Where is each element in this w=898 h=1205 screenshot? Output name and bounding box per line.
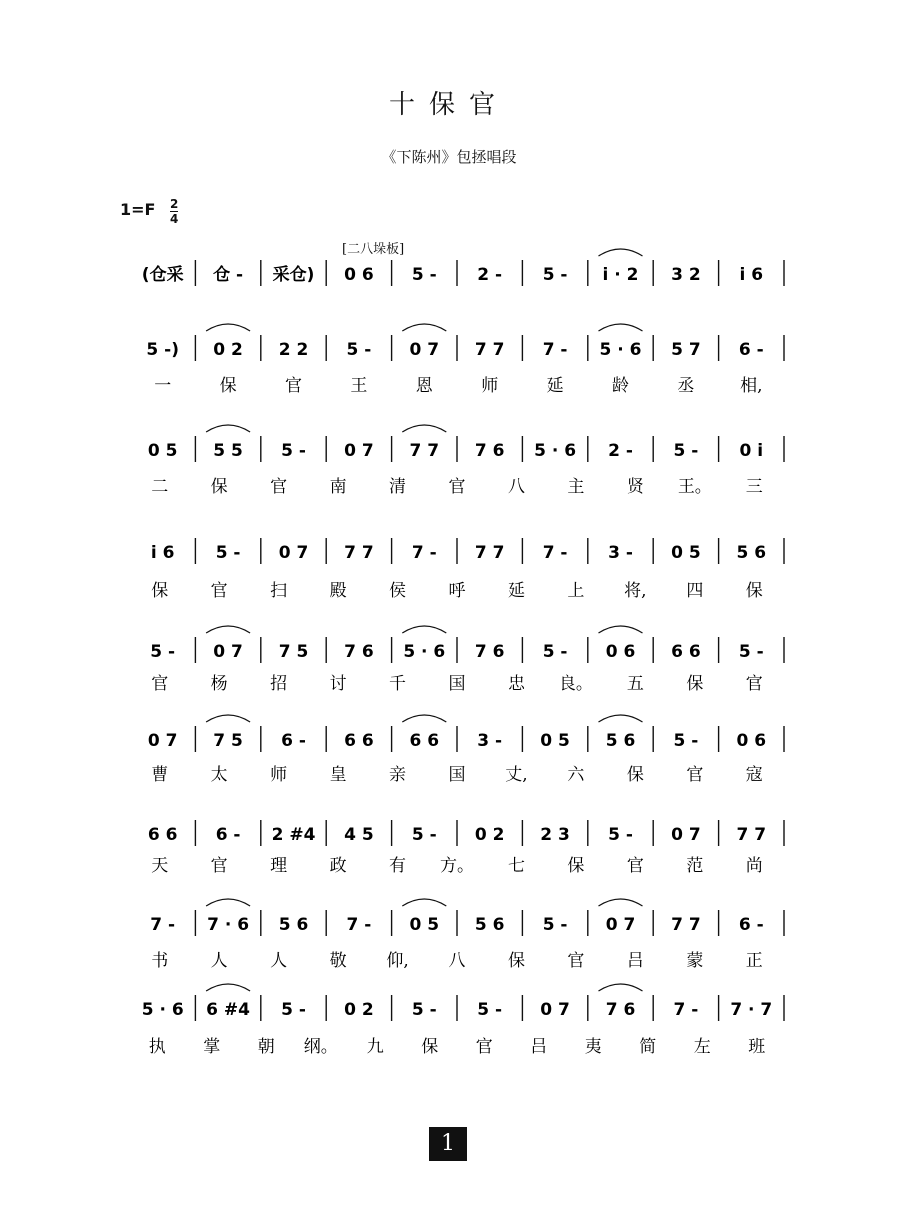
measure-notes: 5 - (150, 642, 176, 662)
lyric-syllable: 丞 (677, 376, 695, 396)
lyric-syllable: 夷 (584, 1037, 602, 1057)
lyric-syllable: 七 (507, 856, 525, 876)
measure-notes: 6 - (281, 731, 306, 751)
lyric-syllable: 官 (475, 1037, 493, 1057)
notation-system (142, 984, 784, 1057)
measure-notes: 6 - (215, 825, 241, 845)
lyric-syllable: 官 (210, 856, 228, 876)
notation-system (146, 324, 784, 396)
lyric-syllable: 简 (639, 1037, 657, 1057)
lyric-syllable: 左 (693, 1037, 711, 1057)
measure-notes: 6 6 (147, 825, 178, 845)
slur-mark (206, 899, 250, 906)
measure-notes: 0 5 (671, 543, 701, 563)
measure-notes: 0 7 (409, 340, 440, 360)
measure-notes: 2 2 (278, 340, 309, 360)
lyric-syllable: 将, (624, 581, 647, 601)
lyric-syllable: 保 (210, 477, 228, 497)
measure-notes: 3 2 (671, 265, 701, 285)
measure-notes: 0 6 (605, 642, 636, 662)
measure-notes: 7 - (673, 1000, 699, 1020)
lyric-syllable: 殿 (329, 581, 347, 601)
lyric-syllable: 曹 (151, 765, 169, 785)
measure-notes: 5 6 (605, 731, 636, 751)
measure-notes: 7 5 (213, 731, 243, 751)
measure-notes: 2 3 (540, 825, 570, 845)
slur-mark (402, 425, 446, 432)
measure-notes: 仓 - (213, 265, 244, 285)
lyric-syllable: 班 (748, 1037, 766, 1057)
measure-notes: 6 - (738, 915, 764, 935)
notation-system (150, 626, 784, 694)
measure-notes: 0 6 (736, 731, 767, 751)
lyric-syllable: 官 (210, 581, 228, 601)
measure-notes: 5 - (281, 1000, 306, 1020)
slur-mark (599, 899, 643, 906)
lyric-syllable: 理 (270, 856, 288, 876)
lyric-syllable: 范 (686, 856, 704, 876)
measure-notes: 0 5 (147, 441, 178, 461)
lyric-syllable: 相, (740, 376, 763, 396)
lyric-syllable: 天 (151, 856, 169, 876)
slur-mark (599, 626, 643, 633)
lyric-syllable: 政 (329, 856, 347, 876)
key-signature: 1=F (120, 200, 156, 219)
measure-notes: 5 - (542, 915, 568, 935)
lyric-syllable: 忠 (507, 674, 525, 694)
measure-notes: 5 7 (671, 340, 701, 360)
slur-mark (206, 715, 250, 722)
lyric-syllable: 保 (507, 951, 525, 971)
lyric-syllable: 书 (151, 951, 169, 971)
lyric-syllable: 王。 (677, 477, 712, 497)
lyric-syllable: 延 (507, 581, 525, 601)
lyric-syllable: 太 (210, 765, 228, 785)
lyric-syllable: 寇 (745, 765, 763, 785)
measure-notes: 3 - (477, 731, 503, 751)
measure-notes: 7 6 (474, 642, 505, 662)
measure-notes: 5 · 6 (141, 1000, 184, 1020)
lyric-syllable: 侯 (389, 581, 407, 601)
measure-notes: 5 - (673, 441, 699, 461)
notation-system (142, 249, 784, 286)
measure-notes: 0 5 (409, 915, 440, 935)
lyric-syllable: 官 (151, 674, 169, 694)
lyric-syllable: 呼 (448, 581, 466, 601)
lyric-syllable: 贤 (626, 477, 644, 497)
measure-notes: 0 2 (344, 1000, 374, 1020)
lyric-syllable: 朝 (257, 1037, 275, 1057)
slur-mark (402, 899, 446, 906)
measure-notes: 5 6 (278, 915, 309, 935)
lyric-syllable: 掌 (203, 1037, 221, 1057)
measure-notes: 0 7 (671, 825, 701, 845)
measure-notes: 0 7 (278, 543, 309, 563)
measure-notes: 0 7 (213, 642, 243, 662)
measure-notes: 7 7 (474, 340, 505, 360)
measure-notes: 6 6 (671, 642, 701, 662)
page-number: 1 (429, 1127, 467, 1161)
lyric-syllable: 保 (745, 581, 763, 601)
lyric-syllable: 九 (366, 1037, 384, 1057)
measure-notes: 6 - (738, 340, 764, 360)
lyric-syllable: 方。 (440, 856, 474, 876)
measure-notes: 0 6 (344, 265, 374, 285)
notation-system (150, 899, 784, 971)
slur-mark (599, 249, 643, 256)
time-signature-lower: 4 (170, 212, 179, 226)
lyric-syllable: 官 (626, 856, 644, 876)
measure-notes: 0 i (739, 441, 764, 461)
measure-notes: 5 5 (213, 441, 243, 461)
measure-notes: 2 - (608, 441, 633, 461)
lyric-syllable: 保 (626, 765, 644, 785)
page-title: 十保官 (388, 90, 509, 120)
lyric-syllable: 杨 (210, 674, 228, 694)
notation-system (151, 538, 784, 601)
measure-notes: 7 5 (278, 642, 309, 662)
tempo-marking: [二八垛板] (342, 242, 405, 257)
lyric-syllable: 丈, (505, 765, 528, 785)
lyric-syllable: 执 (148, 1037, 166, 1057)
measure-notes: 7 · 7 (730, 1000, 773, 1020)
slur-mark (402, 626, 446, 633)
lyric-syllable: 三 (745, 477, 763, 497)
measure-notes: 4 5 (344, 825, 374, 845)
measure-notes: 0 2 (474, 825, 505, 845)
lyric-syllable: 国 (448, 674, 466, 694)
slur-mark (599, 715, 643, 722)
lyric-syllable: 官 (270, 477, 288, 497)
lyric-syllable: 良。 (558, 674, 593, 694)
measure-notes: 7 7 (409, 441, 440, 461)
lyric-syllable: 纲。 (303, 1037, 338, 1057)
lyric-syllable: 五 (626, 674, 644, 694)
measure-notes: 7 7 (671, 915, 701, 935)
measure-notes: 5 - (281, 441, 306, 461)
lyric-syllable: 一 (154, 376, 172, 396)
notation-system (148, 425, 784, 497)
measure-notes: 7 - (346, 915, 372, 935)
lyric-syllable: 主 (567, 477, 585, 497)
measure-notes: 5 - (411, 825, 437, 845)
lyric-syllable: 师 (270, 765, 288, 785)
lyric-syllable: 吕 (626, 951, 644, 971)
measure-notes: 0 5 (540, 731, 570, 751)
lyric-syllable: 恩 (415, 376, 433, 396)
lyric-syllable: 尚 (745, 856, 763, 876)
measure-notes: 5 - (477, 1000, 503, 1020)
lyric-syllable: 亲 (389, 765, 407, 785)
measure-notes: 5 - (411, 265, 437, 285)
lyric-syllable: 保 (421, 1037, 439, 1057)
lyric-syllable: 龄 (612, 376, 629, 396)
lyric-syllable: 敬 (329, 951, 347, 971)
measure-notes: 5 - (346, 340, 372, 360)
measure-notes: 采仓) (272, 265, 315, 285)
lyric-syllable: 四 (686, 581, 704, 601)
measure-notes: 0 7 (540, 1000, 570, 1020)
lyric-syllable: 有 (389, 856, 407, 876)
measure-notes: 2 - (477, 265, 503, 285)
lyric-syllable: 保 (567, 856, 585, 876)
measure-notes: 5 · 6 (534, 441, 577, 461)
page-subtitle: 《下陈州》包拯唱段 (381, 148, 517, 166)
measure-notes: 0 7 (344, 441, 374, 461)
measure-notes: 7 - (542, 340, 568, 360)
measure-notes: 5 - (738, 642, 764, 662)
lyric-syllable: 官 (686, 765, 704, 785)
measure-notes: 5 - (411, 1000, 437, 1020)
lyric-syllable: 官 (285, 376, 302, 396)
slur-mark (206, 626, 250, 633)
measure-notes: 7 7 (474, 543, 505, 563)
lyric-syllable: 二 (151, 477, 169, 497)
measure-notes: 2 #4 (271, 825, 316, 845)
measure-notes: 0 7 (605, 915, 636, 935)
lyric-syllable: 师 (481, 376, 499, 396)
slur-mark (599, 324, 643, 331)
measure-notes: 7 - (411, 543, 437, 563)
measure-notes: 7 · 6 (207, 915, 250, 935)
measure-notes: 0 2 (213, 340, 243, 360)
lyric-syllable: 讨 (329, 674, 347, 694)
lyric-syllable: 正 (745, 951, 763, 971)
lyric-syllable: 人 (270, 951, 288, 971)
measure-notes: 0 7 (147, 731, 178, 751)
lyric-syllable: 上 (567, 581, 585, 601)
measure-notes: 5 · 6 (403, 642, 446, 662)
slur-mark (599, 984, 643, 991)
slur-mark (206, 425, 250, 432)
lyric-syllable: 官 (745, 674, 763, 694)
notation-system (148, 820, 784, 876)
lyric-syllable: 仰, (386, 951, 409, 971)
lyric-syllable: 千 (389, 674, 407, 694)
slur-mark (402, 324, 446, 331)
lyric-syllable: 保 (686, 674, 704, 694)
lyric-syllable: 南 (329, 477, 347, 497)
lyric-syllable: 保 (219, 376, 237, 396)
measure-notes: i 6 (739, 265, 764, 285)
measure-notes: 5 - (542, 642, 568, 662)
measure-notes: 6 6 (344, 731, 374, 751)
lyric-syllable: 保 (151, 581, 169, 601)
measure-notes: 3 - (608, 543, 633, 563)
measure-notes: 7 6 (474, 441, 505, 461)
measure-notes: 7 - (150, 915, 176, 935)
measure-notes: 7 6 (344, 642, 374, 662)
measure-notes: 7 7 (736, 825, 767, 845)
measure-notes: 5 -) (146, 340, 179, 360)
slur-mark (206, 324, 250, 331)
measure-notes: 6 6 (409, 731, 440, 751)
lyric-syllable: 扫 (270, 581, 288, 601)
measure-notes: i 6 (150, 543, 175, 563)
measure-notes: (仓采 (141, 265, 184, 285)
lyric-syllable: 国 (448, 765, 466, 785)
lyric-syllable: 招 (270, 674, 288, 694)
lyric-syllable: 人 (210, 951, 228, 971)
measure-notes: 7 6 (605, 1000, 636, 1020)
measure-notes: 5 - (215, 543, 241, 563)
slur-mark (402, 715, 446, 722)
notation-system (148, 715, 784, 785)
measure-notes: 5 6 (736, 543, 767, 563)
measure-notes: 7 - (542, 543, 568, 563)
lyric-syllable: 王 (350, 376, 368, 396)
lyric-syllable: 蒙 (686, 951, 704, 971)
time-signature-upper: 2 (170, 197, 179, 211)
lyric-syllable: 延 (546, 376, 564, 396)
lyric-syllable: 清 (389, 477, 407, 497)
measure-notes: 5 - (542, 265, 568, 285)
measure-notes: 6 #4 (206, 1000, 251, 1020)
lyric-syllable: 八 (507, 477, 525, 497)
measure-notes: i · 2 (602, 265, 639, 285)
lyric-syllable: 六 (567, 765, 585, 785)
measure-notes: 5 - (608, 825, 633, 845)
lyric-syllable: 八 (448, 951, 466, 971)
measure-notes: 5 6 (474, 915, 505, 935)
measure-notes: 5 - (673, 731, 699, 751)
lyric-syllable: 官 (448, 477, 466, 497)
lyric-syllable: 官 (567, 951, 585, 971)
measure-notes: 7 7 (344, 543, 374, 563)
lyric-syllable: 吕 (530, 1037, 548, 1057)
slur-mark (206, 984, 250, 991)
lyric-syllable: 皇 (329, 765, 347, 785)
measure-notes: 5 · 6 (599, 340, 642, 360)
